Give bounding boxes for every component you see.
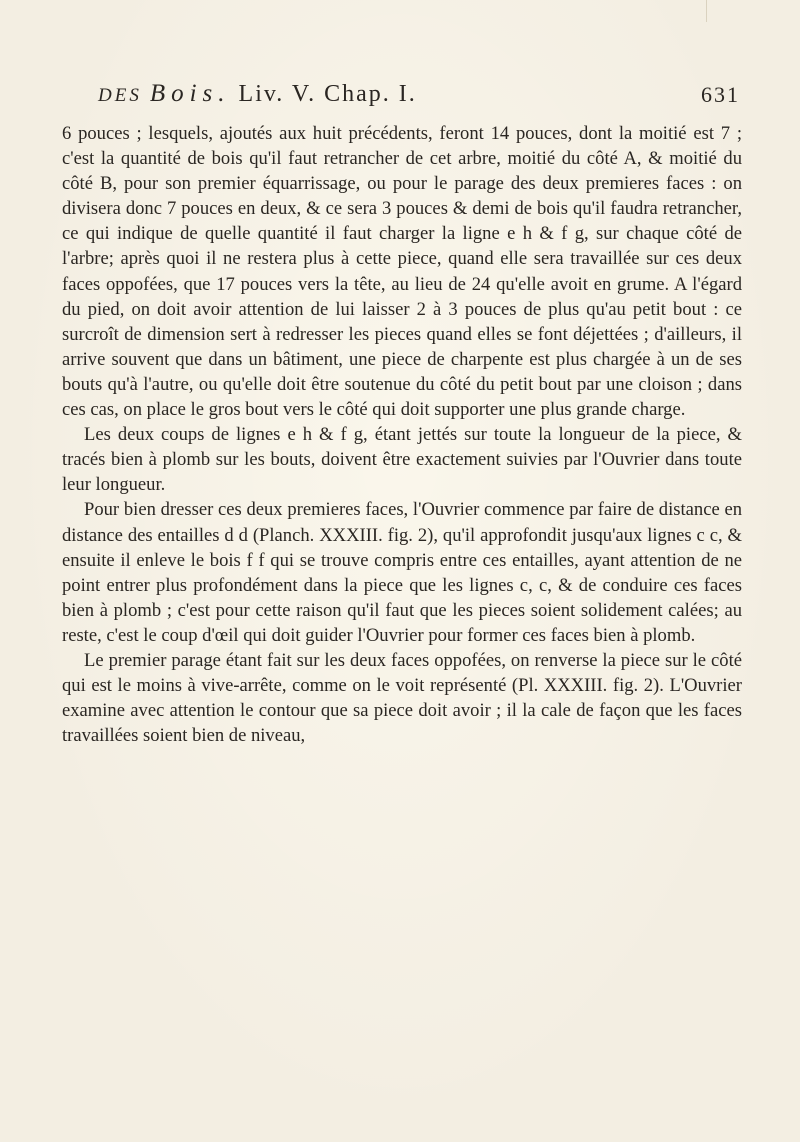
running-head-des: DES <box>98 85 142 106</box>
paragraph-4: Le premier parage étant fait sur les deux faces oppofées, on renverse la piece sur le côté qui est le moins à vive-arrête, comme on le voit représenté (Pl. XXXIII. fig. 2). L'Ouvrier examine avec attention le contour que sa piece doit avoir ; il la cale de façon que les faces travaillées soient bien de niveau, <box>62 649 742 747</box>
page-header <box>98 80 740 114</box>
paragraph-3: Pour bien dresser ces deux premieres faces, l'Ouvrier commence par faire de distance en distance des entailles d d (Planch. XXXIII. fig. 2), qu'il approfondit jusqu'aux lignes c c, & ensuite il enleve le bois f f qui se trouve compris entre ces entailles, ayant attention de ne point entrer plus profondément dans la piece que les lignes c, c, & de conduire ces faces bien à plomb ; c'est pour cette raison qu'il faut que les pieces soient solidement calées; au reste, c'est le coup d'œil qui doit guider l'Ouvrier pour former ces faces bien à plomb. <box>62 499 742 646</box>
paragraph-1: 6 pouces ; lesquels, ajoutés aux huit précédents, feront 14 pouces, dont la moitié est 7 ; c'est la quantité de bois qu'il faut retrancher de cet arbre, moitié du côté A, & moitié du côté B, pour son premier équarrissage, ou pour le parage des deux premieres faces : on divisera donc 7 pouces en deux, & ce sera 3 pouces & demi de bois qu'il faudra retrancher, ce qui indique de quelle quantité il faut charger la ligne e h & f g, sur chaque côté de l'arbre; après quoi il ne restera plus à cette piece, quand elle sera travaillée sur ces deux faces oppofées, que 17 pouces vers la tête, au lieu de 24 qu'elle avoit en grume. A l'égard du pied, on doit avoir attention de lui laisser 2 à 3 pouces de plus qu'au petit bout : ce surcroît de dimension sert à redresser les pieces quand elles se font déjettées ; d'ailleurs, il arrive souvent que dans un bâtiment, une piece de charpente est plus chargée à un de ses bouts qu'à l'autre, ou qu'elle doit être soutenue du côté du petit bout par une cloison ; dans ces cas, on place le gros bout vers le côté qui doit supporter une plus grande charge. <box>62 123 742 421</box>
running-head <box>98 80 417 108</box>
paragraph-2: Les deux coups de lignes e h & f g, étant jettés sur toute la longueur de la piece, & tracés bien à plomb sur les bouts, doivent être exactement suivies par l'Ouvrier dans toute leur longueur. <box>62 424 742 496</box>
page-number: 631 <box>701 82 740 107</box>
paper-fold-mark <box>706 0 713 22</box>
running-head-bois: Bois. <box>149 80 231 107</box>
body-text <box>62 121 742 748</box>
running-head-chapter: Liv. V. Chap. I. <box>238 81 417 107</box>
